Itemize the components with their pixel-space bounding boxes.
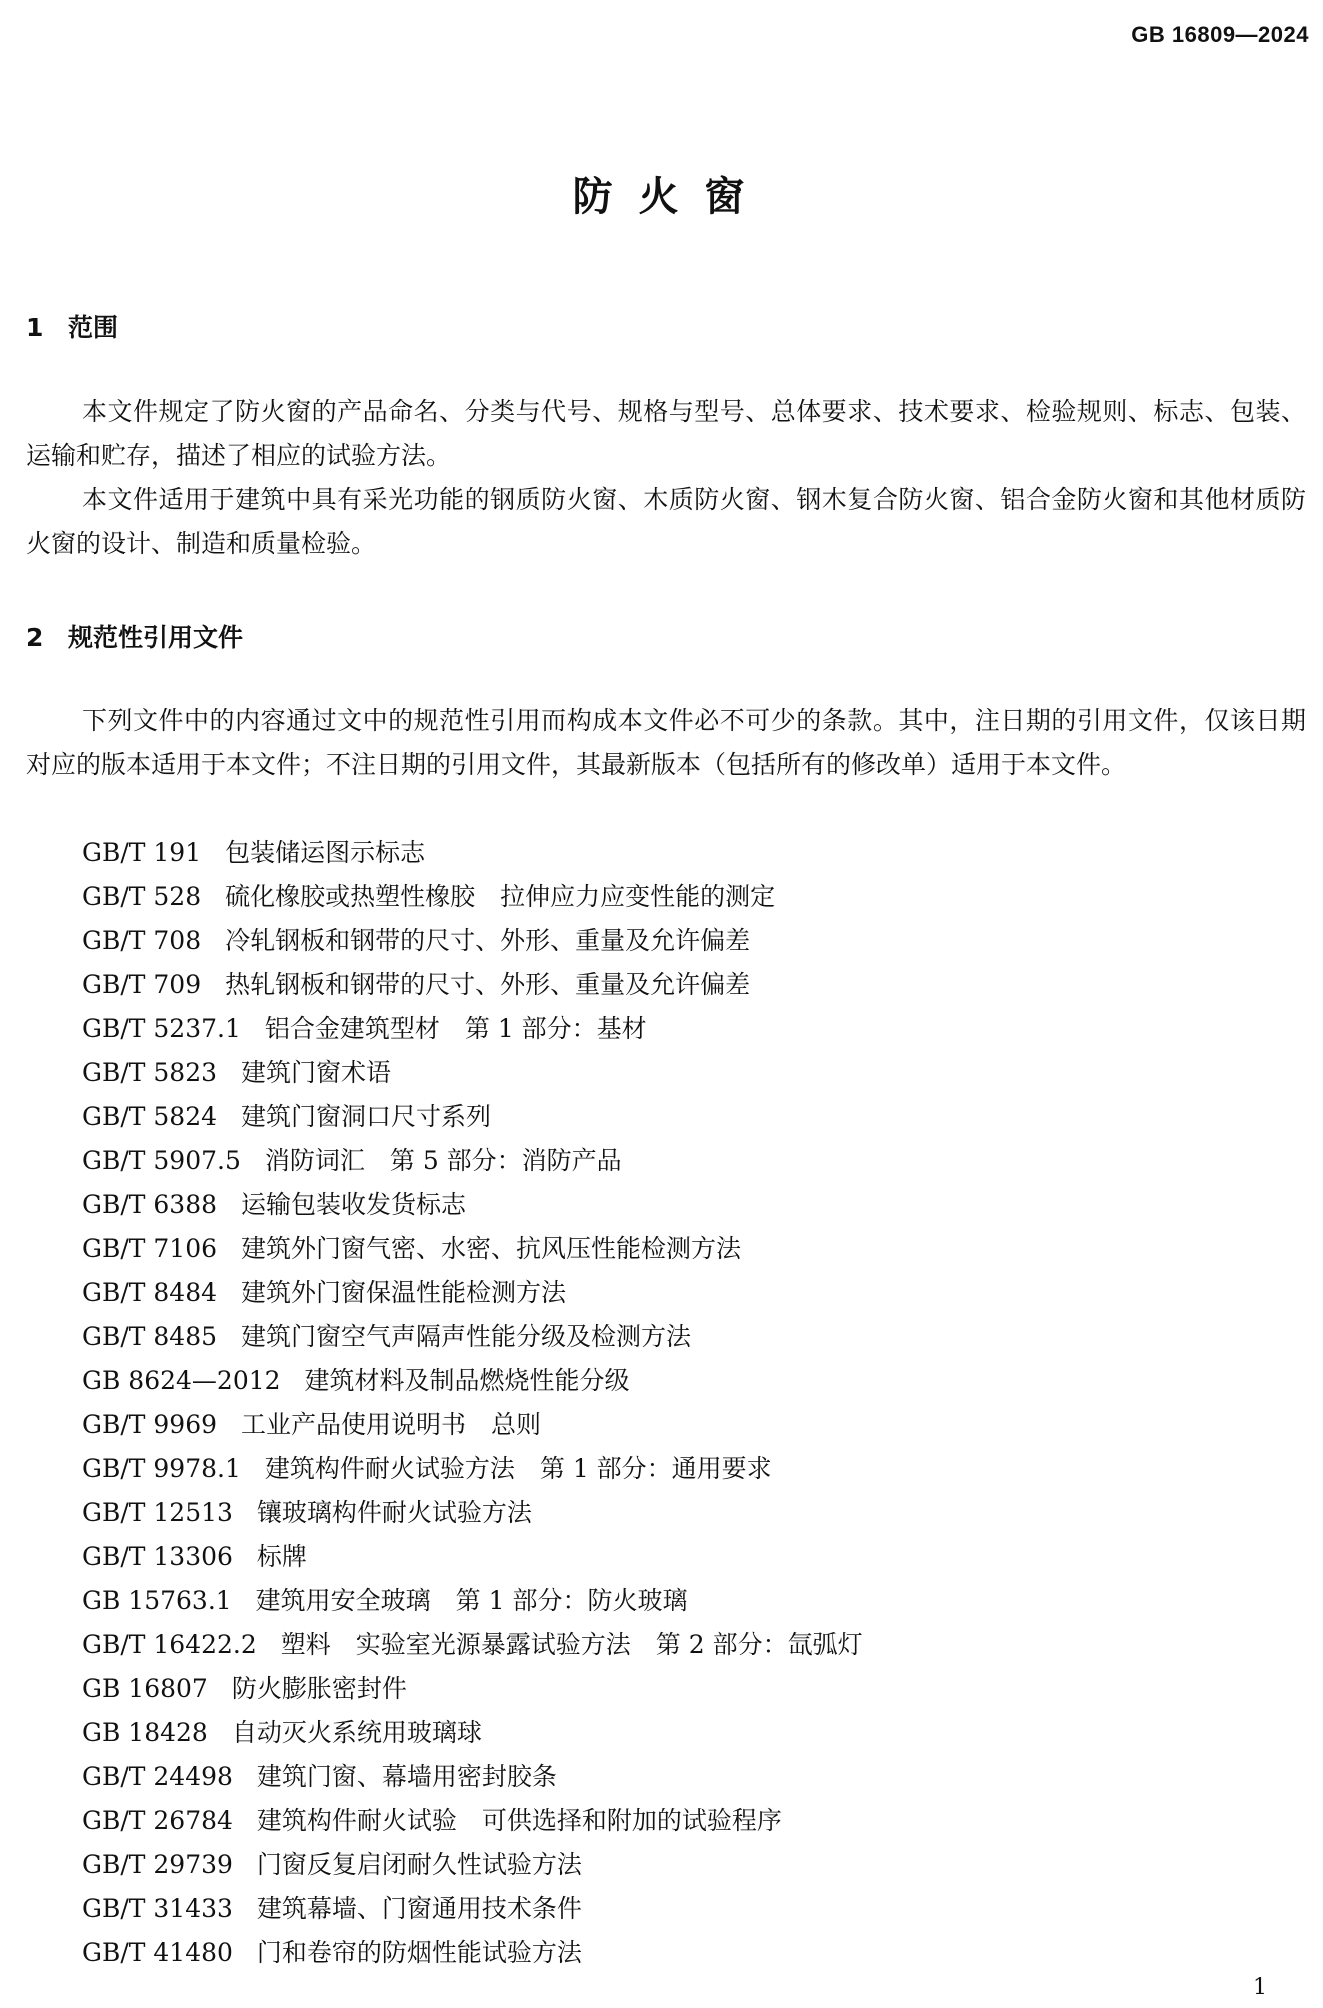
- reference-title: 建筑门窗洞口尺寸系列: [241, 1102, 492, 1131]
- reference-code: GB 18428: [82, 1718, 208, 1747]
- reference-title: 建筑构件耐火试验方法 第 1 部分：通用要求: [264, 1454, 772, 1483]
- reference-title: 消防词汇 第 5 部分：消防产品: [264, 1146, 622, 1175]
- reference-item: [82, 1755, 863, 1799]
- reference-item: [82, 1139, 863, 1183]
- reference-item: [82, 1711, 863, 1755]
- reference-title: 建筑构件耐火试验 可供选择和附加的试验程序: [256, 1806, 782, 1835]
- reference-code: GB/T 26784: [82, 1806, 233, 1835]
- reference-item: [82, 1007, 863, 1051]
- reference-title: 建筑外门窗气密、水密、抗风压性能检测方法: [241, 1234, 742, 1263]
- reference-code: GB/T 5237.1: [82, 1014, 241, 1043]
- reference-code: GB/T 5824: [82, 1102, 218, 1131]
- reference-item: [82, 1227, 863, 1271]
- reference-title: 门和卷帘的防烟性能试验方法: [256, 1938, 582, 1967]
- reference-title: 冷轧钢板和钢带的尺寸、外形、重量及允许偏差: [225, 926, 751, 955]
- document-title: 防 火 窗: [572, 174, 751, 220]
- reference-title: 标牌: [256, 1542, 307, 1571]
- reference-title: 硫化橡胶或热塑性橡胶 拉伸应力应变性能的测定: [225, 882, 776, 911]
- reference-title: 运输包装收发货标志: [241, 1190, 467, 1219]
- reference-item: [82, 1315, 863, 1359]
- reference-item: [82, 963, 863, 1007]
- scope-paragraph-1: 本文件规定了防火窗的产品命名、分类与代号、规格与型号、总体要求、技术要求、检验规则、标志、包装、运输和贮存，描述了相应的试验方法。: [26, 397, 1306, 470]
- reference-code: GB/T 12513: [82, 1498, 233, 1527]
- reference-item: [82, 1579, 863, 1623]
- reference-code: GB/T 6388: [82, 1190, 218, 1219]
- reference-list: [82, 831, 863, 1975]
- section-heading-scope: [26, 308, 118, 344]
- reference-code: GB/T 528: [82, 882, 202, 911]
- reference-code: GB/T 9969: [82, 1410, 218, 1439]
- reference-code: GB/T 8484: [82, 1278, 218, 1307]
- reference-title: 包装储运图示标志: [225, 838, 426, 867]
- reference-code: GB/T 31433: [82, 1894, 233, 1923]
- standard-code: GB 16809—2024: [1131, 22, 1309, 47]
- reference-item: [82, 1095, 863, 1139]
- references-intro-paragraph: 下列文件中的内容通过文中的规范性引用而构成本文件必不可少的条款。其中，注日期的引用文件，仅该日期对应的版本适用于本文件；不注日期的引用文件，其最新版本（包括所有的修改单）适用于本文件。: [26, 706, 1306, 779]
- reference-code: GB 15763.1: [82, 1586, 232, 1615]
- section-title: 范围: [68, 313, 119, 342]
- reference-title: 热轧钢板和钢带的尺寸、外形、重量及允许偏差: [225, 970, 751, 999]
- section-title: 规范性引用文件: [68, 623, 244, 652]
- reference-title: 镶玻璃构件耐火试验方法: [256, 1498, 532, 1527]
- reference-item: [82, 1931, 863, 1975]
- reference-item: [82, 1667, 863, 1711]
- reference-code: GB 8624—2012: [82, 1366, 281, 1395]
- reference-item: [82, 1535, 863, 1579]
- reference-title: 门窗反复启闭耐久性试验方法: [256, 1850, 582, 1879]
- reference-item: [82, 1359, 863, 1403]
- reference-title: 建筑幕墙、门窗通用技术条件: [256, 1894, 582, 1923]
- reference-item: [82, 831, 863, 875]
- reference-title: 建筑材料及制品燃烧性能分级: [304, 1366, 630, 1395]
- reference-title: 防火膨胀密封件: [231, 1674, 407, 1703]
- reference-title: 工业产品使用说明书 总则: [241, 1410, 542, 1439]
- reference-item: [82, 875, 863, 919]
- scope-paragraph-2: 本文件适用于建筑中具有采光功能的钢质防火窗、木质防火窗、钢木复合防火窗、铝合金防火窗和其他材质防火窗的设计、制造和质量检验。: [26, 485, 1306, 558]
- reference-item: [82, 1403, 863, 1447]
- reference-code: GB/T 709: [82, 970, 202, 999]
- reference-item: [82, 1447, 863, 1491]
- reference-code: GB/T 708: [82, 926, 202, 955]
- reference-code: GB/T 16422.2: [82, 1630, 257, 1659]
- reference-code: GB/T 29739: [82, 1850, 233, 1879]
- reference-code: GB/T 191: [82, 838, 202, 867]
- reference-item: [82, 1887, 863, 1931]
- reference-code: GB/T 8485: [82, 1322, 218, 1351]
- reference-code: GB/T 5823: [82, 1058, 218, 1087]
- reference-code: GB/T 41480: [82, 1938, 233, 1967]
- page-number: 1: [1253, 1975, 1267, 2000]
- reference-code: GB/T 13306: [82, 1542, 233, 1571]
- reference-title: 自动灭火系统用玻璃球: [231, 1718, 482, 1747]
- reference-title: 建筑门窗术语: [241, 1058, 392, 1087]
- reference-item: [82, 1843, 863, 1887]
- reference-title: 建筑用安全玻璃 第 1 部分：防火玻璃: [255, 1586, 688, 1615]
- section-heading-normative-references: [26, 618, 243, 654]
- reference-code: GB/T 9978.1: [82, 1454, 241, 1483]
- reference-title: 建筑门窗、幕墙用密封胶条: [256, 1762, 557, 1791]
- reference-item: [82, 1491, 863, 1535]
- reference-code: GB 16807: [82, 1674, 208, 1703]
- reference-item: [82, 1799, 863, 1843]
- section-number: 2: [26, 623, 44, 652]
- reference-item: [82, 919, 863, 963]
- reference-item: [82, 1623, 863, 1667]
- reference-item: [82, 1271, 863, 1315]
- section-number: 1: [26, 313, 44, 342]
- reference-item: [82, 1183, 863, 1227]
- reference-title: 塑料 实验室光源暴露试验方法 第 2 部分：氙弧灯: [280, 1630, 863, 1659]
- reference-item: [82, 1051, 863, 1095]
- reference-code: GB/T 24498: [82, 1762, 233, 1791]
- reference-title: 建筑门窗空气声隔声性能分级及检测方法: [241, 1322, 692, 1351]
- reference-code: GB/T 5907.5: [82, 1146, 241, 1175]
- reference-title: 建筑外门窗保温性能检测方法: [241, 1278, 567, 1307]
- reference-title: 铝合金建筑型材 第 1 部分：基材: [264, 1014, 647, 1043]
- reference-code: GB/T 7106: [82, 1234, 218, 1263]
